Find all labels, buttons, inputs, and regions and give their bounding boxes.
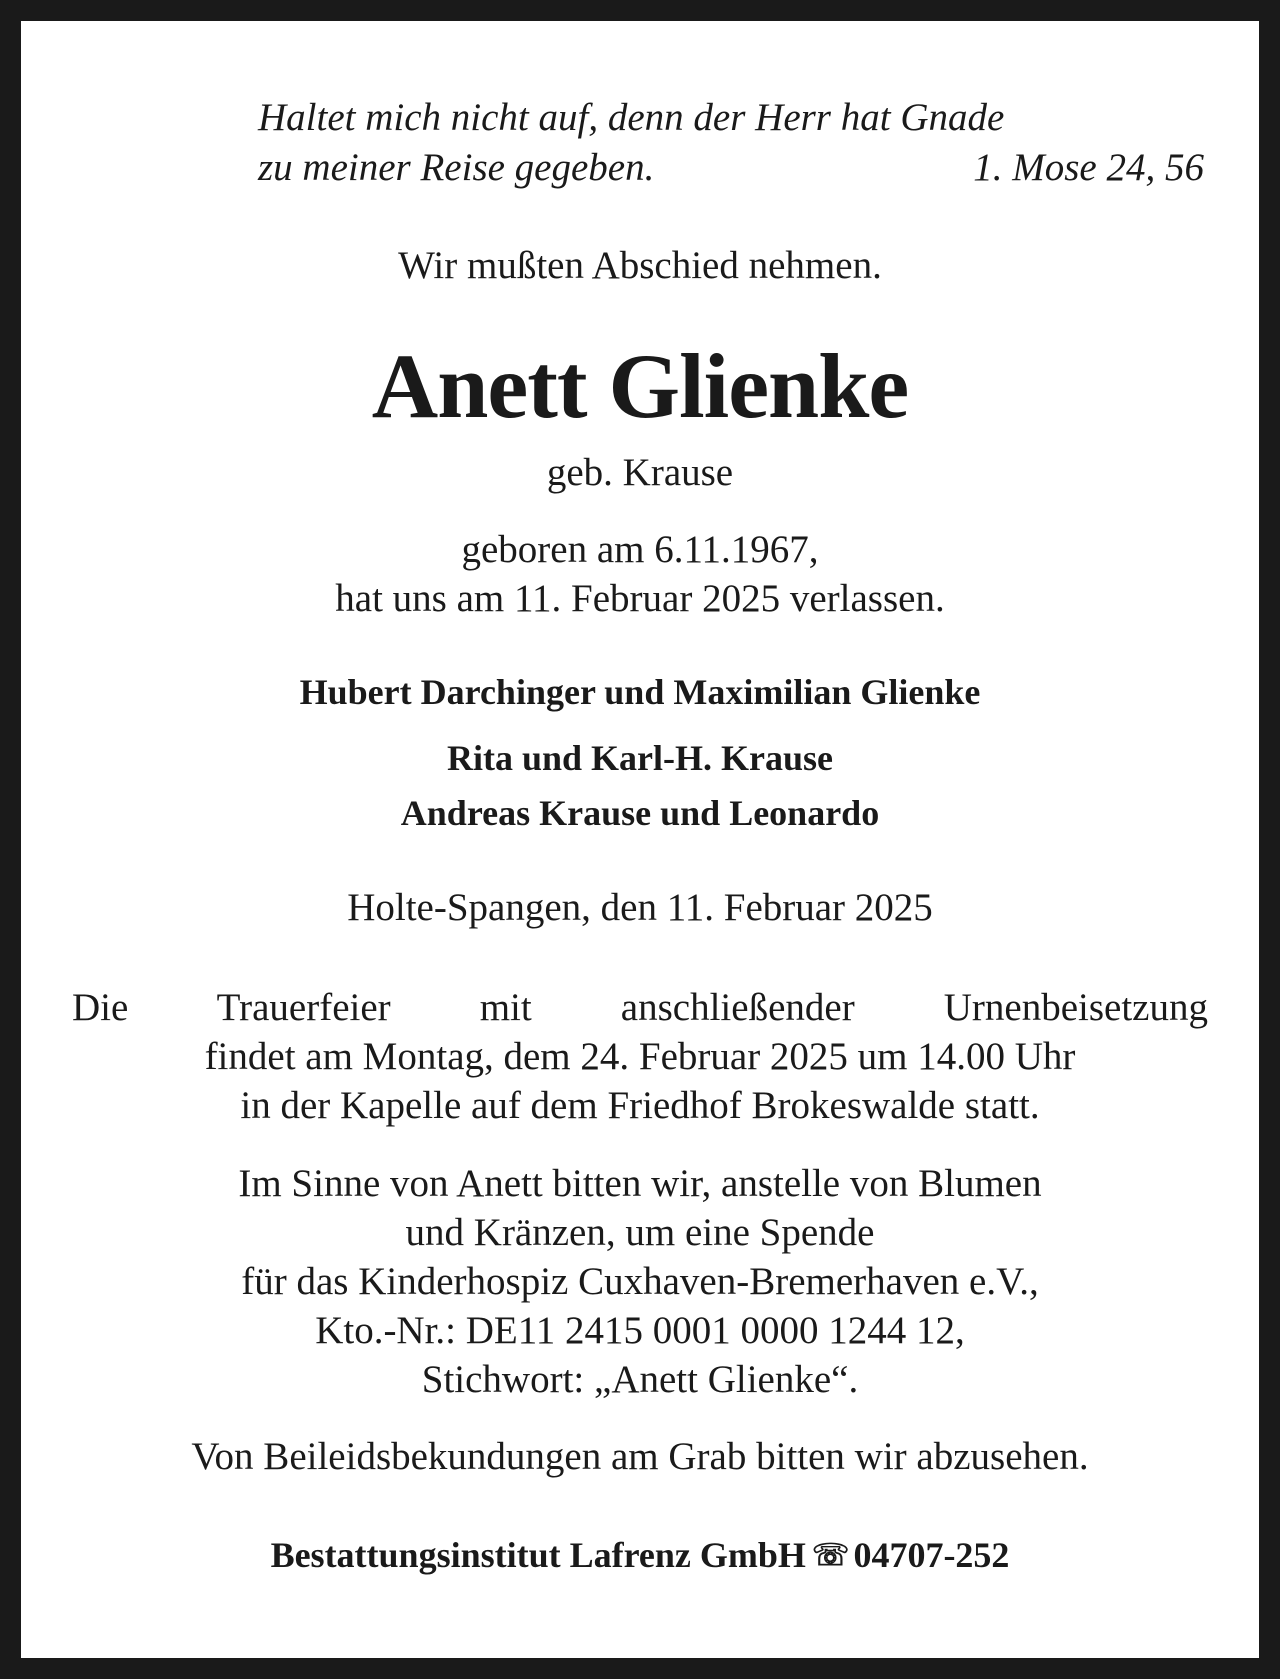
funeral-home-line: [0, 1537, 1280, 1573]
bible-verse-line-2: [258, 148, 1210, 187]
mourner-line: Rita und Karl-H. Krause: [446, 738, 833, 778]
bible-verse-text: zu meiner Reise gegeben.: [258, 146, 655, 189]
donation-keyword: Stichwort: „Anett Glienke“.: [421, 1358, 859, 1401]
condolence-note: Von Beileidsbekundungen am Grab bitten wir abzusehen.: [191, 1435, 1089, 1478]
ceremony-line: in der Kapelle auf dem Friedhof Brokeswalde statt.: [240, 1084, 1040, 1127]
donation-line: und Kränzen, um eine Spende: [405, 1211, 875, 1254]
place-date: Holte-Spangen, den 11. Februar 2025: [347, 886, 933, 929]
intro-line: Wir mußten Abschied nehmen.: [398, 244, 882, 287]
telephone-icon: ☏: [811, 1539, 850, 1572]
deceased-name: Anett Glienke: [371, 335, 909, 437]
ceremony-line: findet am Montag, dem 24. Februar 2025 um 14.00 Uhr: [204, 1035, 1076, 1078]
ceremony-line: Die Trauerfeier mit anschließender Urnenbeisetzung: [72, 986, 1208, 1029]
mourner-line: Andreas Krause und Leonardo: [400, 793, 880, 833]
maiden-name: geb. Krause: [546, 451, 734, 494]
donation-line: Im Sinne von Anett bitten wir, anstelle von Blumen: [238, 1162, 1042, 1205]
birth-date: geboren am 6.11.1967,: [461, 528, 819, 571]
mourner-line: Hubert Darchinger und Maximilian Glienke: [299, 672, 981, 712]
donation-line: für das Kinderhospiz Cuxhaven-Bremerhaven e.V.,: [241, 1260, 1039, 1303]
death-date: hat uns am 11. Februar 2025 verlassen.: [335, 577, 945, 620]
donation-account: Kto.-Nr.: DE11 2415 0001 0000 1244 12,: [315, 1309, 965, 1352]
funeral-home-phone: 04707-252: [853, 1535, 1010, 1575]
funeral-home-name: Bestattungsinstitut Lafrenz GmbH: [270, 1535, 806, 1575]
bible-verse-reference: 1. Mose 24, 56: [973, 146, 1204, 189]
bible-verse-line-1: Haltet mich nicht auf, denn der Herr hat Gnade: [258, 96, 1005, 139]
